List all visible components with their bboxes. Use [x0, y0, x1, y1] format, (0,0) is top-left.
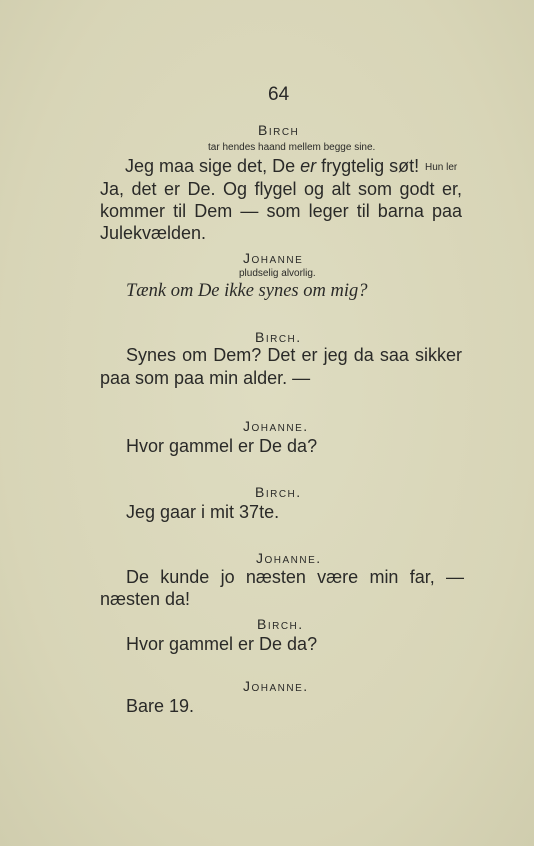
speaker-birch: Birch. — [255, 329, 302, 345]
emphasis-text: er — [300, 156, 317, 176]
speaker-johanne: Johanne. — [243, 418, 309, 434]
stage-aside: Hun ler — [425, 162, 458, 173]
dialogue-line: Bare 19. — [126, 696, 195, 716]
dialogue-text: frygtelig søt! — [316, 156, 420, 176]
stage-direction: pludselig alvorlig. — [239, 268, 316, 279]
dialogue-line: kommer til Dem — som leger til barna paa — [100, 201, 462, 221]
speaker-johanne: Johanne. — [256, 550, 322, 566]
page-number: 64 — [268, 84, 290, 105]
dialogue-line: Ja, det er De. Og flygel og alt som godt er, — [100, 179, 462, 199]
dialogue-line — [125, 156, 419, 177]
dialogue-line: Jeg gaar i mit 37te. — [126, 502, 280, 522]
dialogue-line: Hvor gammel er De da? — [126, 436, 318, 456]
dialogue-line: Synes om Dem? Det er jeg da saa sikker — [126, 345, 462, 365]
speaker-birch: Birch. — [257, 616, 304, 632]
dialogue-line: Hvor gammel er De da? — [126, 634, 318, 654]
speaker-birch: Birch. — [255, 484, 302, 500]
speaker-johanne: Johanne. — [243, 678, 309, 694]
dialogue-line: paa som paa min alder. — — [100, 368, 311, 388]
dialogue-line: Tænk om De ikke synes om mig? — [126, 281, 368, 301]
dialogue-line: De kunde jo næsten være min far, — — [126, 567, 464, 587]
dialogue-line: næsten da! — [100, 589, 191, 609]
dialogue-line: Julekvælden. — [100, 223, 207, 243]
speaker-birch: Birch — [258, 122, 300, 138]
dialogue-text: Jeg maa sige det, De — [125, 156, 301, 176]
stage-direction: tar hendes haand mellem begge sine. — [208, 142, 376, 153]
speaker-johanne: Johanne — [243, 250, 304, 266]
